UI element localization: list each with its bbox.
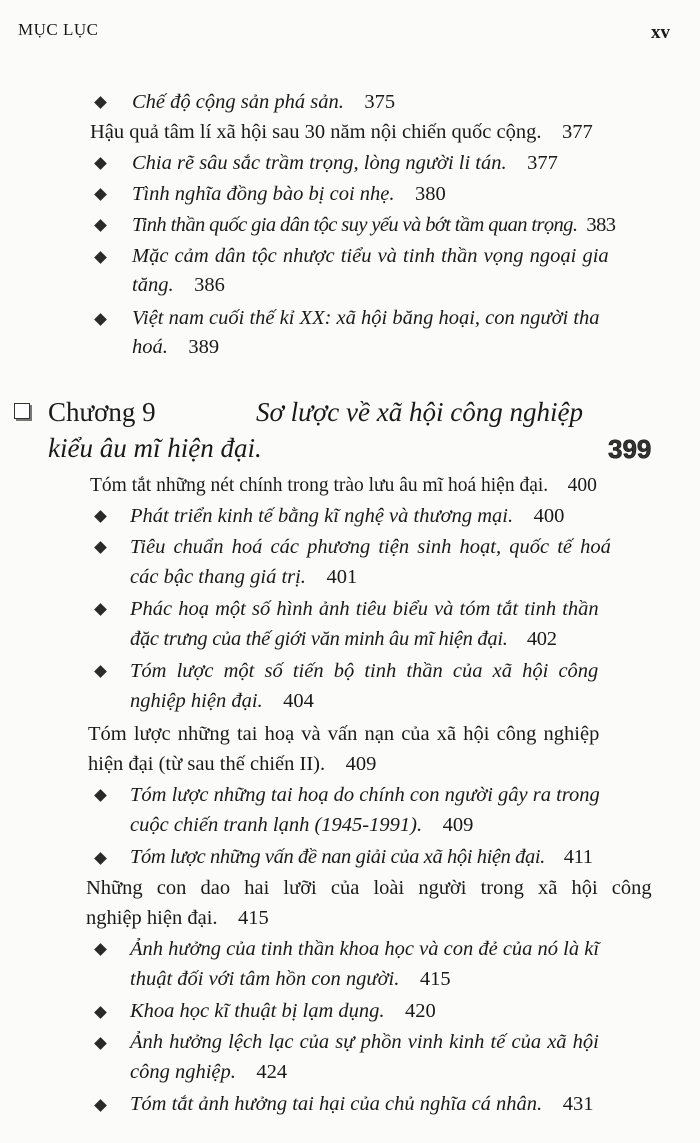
toc-entry-text: Tóm tắt những nét chính trong trào lưu âu mĩ hoá hiện đại. <box>90 475 549 496</box>
toc-entry-page: 400 <box>533 505 565 527</box>
toc-entry-text: nghiệp hiện đại. <box>86 907 218 929</box>
toc-entry-text: Tóm lược những vấn đề nan giải của xã hội hiện đại. <box>130 846 545 868</box>
toc-entry-page: 400 <box>567 475 597 496</box>
diamond-bullet-icon <box>94 313 107 326</box>
page-number: xv <box>651 22 670 43</box>
diamond-bullet-icon <box>94 789 107 802</box>
diamond-bullet-icon <box>94 157 107 170</box>
diamond-bullet-icon <box>94 541 107 554</box>
diamond-bullet-icon <box>94 665 107 678</box>
toc-entry-page: 415 <box>419 968 451 990</box>
toc-entry-text: Chế độ cộng sản phá sản. <box>132 91 344 113</box>
toc-entry-page: 401 <box>326 566 358 588</box>
chapter-title-continued: kiểu âu mĩ hiện đại. <box>48 433 262 463</box>
toc-entry-text: Tóm lược những tai hoạ do chính con người gây ra trong <box>130 784 600 806</box>
toc-entry-text: Chia rẽ sâu sắc trầm trọng, lòng người li tán. <box>132 152 507 174</box>
toc-entry-page: 389 <box>188 336 220 358</box>
chapter-title: Sơ lược về xã hội công nghiệp <box>256 397 583 427</box>
page-header-section-title: MỤC LỤC <box>18 20 99 39</box>
toc-entry-text: Tóm tắt ảnh hưởng tai hại của chủ nghĩa cá nhân. <box>130 1093 543 1115</box>
diamond-bullet-icon <box>94 1037 107 1050</box>
chapter-label: Chương 9 <box>48 397 156 427</box>
toc-entry-page: 404 <box>283 690 314 712</box>
toc-entry-text: Tình nghĩa đồng bào bị coi nhẹ. <box>132 183 395 205</box>
toc-entry-page: 402 <box>526 628 557 650</box>
toc-entry-text: công nghiệp. <box>130 1061 236 1083</box>
diamond-bullet-icon <box>94 943 107 956</box>
toc-entry-page: 420 <box>405 1000 436 1022</box>
toc-entry-page: 409 <box>345 753 377 775</box>
toc-entry-text: Mặc cảm dân tộc nhược tiểu và tinh thần vọng ngoại gia <box>132 245 609 267</box>
toc-entry-page: 377 <box>527 152 558 174</box>
diamond-bullet-icon <box>94 603 107 616</box>
diamond-bullet-icon <box>94 188 107 201</box>
toc-entry-page: 431 <box>562 1093 594 1115</box>
toc-entry-text: Tóm lược những tai hoạ và vấn nạn của xã hội công nghiệp <box>88 723 600 745</box>
toc-entry-text: Phác hoạ một số hình ảnh tiêu biểu và tóm tắt tinh thần <box>130 598 599 620</box>
toc-entry-text: tăng. <box>132 274 174 296</box>
toc-entry-page: 411 <box>563 846 593 868</box>
toc-entry-text: Ảnh hưởng của tinh thần khoa học và con đẻ của nó là kĩ <box>130 938 600 960</box>
toc-entry-text: các bậc thang giá trị. <box>130 566 306 588</box>
toc-entry-text: Tóm lược một số tiến bộ tinh thần của xã hội công <box>130 660 599 682</box>
diamond-bullet-icon <box>94 1099 107 1112</box>
chapter-page: 399 <box>608 434 652 464</box>
diamond-bullet-icon <box>94 96 107 109</box>
checkbox-square-icon <box>14 403 30 419</box>
toc-entry-text: Hậu quả tâm lí xã hội sau 30 năm nội chiến quốc cộng. <box>90 121 542 143</box>
diamond-bullet-icon <box>94 852 107 865</box>
toc-entry-text: đặc trưng của thế giới văn minh âu mĩ hiện đại. <box>130 628 508 650</box>
toc-entry-page: 386 <box>194 274 225 296</box>
toc-entry-text: nghiệp hiện đại. <box>130 690 263 712</box>
diamond-bullet-icon <box>94 219 107 232</box>
toc-entry-text: Tiêu chuẩn hoá các phương tiện sinh hoạt, quốc tế hoá <box>130 536 611 558</box>
toc-entry-text: Khoa học kĩ thuật bị lạm dụng. <box>130 1000 385 1022</box>
toc-entry-page: 375 <box>364 91 396 113</box>
diamond-bullet-icon <box>94 1006 107 1019</box>
toc-entry-text: Phát triển kinh tế bằng kĩ nghệ và thương mại. <box>130 505 514 527</box>
toc-entry-text: Ảnh hưởng lệch lạc của sự phồn vinh kinh tế của xã hội <box>130 1031 599 1053</box>
toc-entry-text: hiện đại (từ sau thế chiến II). <box>88 753 326 775</box>
toc-entry-text: thuật đối với tâm hồn con người. <box>130 968 400 990</box>
diamond-bullet-icon <box>94 251 107 264</box>
toc-entry-page: 380 <box>415 183 446 205</box>
toc-entry-text: hoá. <box>132 336 168 358</box>
diamond-bullet-icon <box>94 510 107 523</box>
toc-entry-text: cuộc chiến tranh lạnh (1945-1991). <box>130 814 423 836</box>
toc-entry-text: Tinh thần quốc gia dân tộc suy yếu và bớt tầm quan trọng. <box>132 214 578 236</box>
toc-entry-page: 377 <box>561 121 593 143</box>
toc-entry-page: 409 <box>442 814 474 836</box>
toc-entry-text: Việt nam cuối thế kỉ XX: xã hội băng hoại, con người tha <box>132 307 600 329</box>
toc-entry-page: 424 <box>256 1061 288 1083</box>
toc-entry-page: 383 <box>586 214 616 236</box>
toc-entry-text: Những con dao hai lưỡi của loài người trong xã hội công <box>86 877 652 899</box>
toc-entry-page: 415 <box>238 907 269 929</box>
